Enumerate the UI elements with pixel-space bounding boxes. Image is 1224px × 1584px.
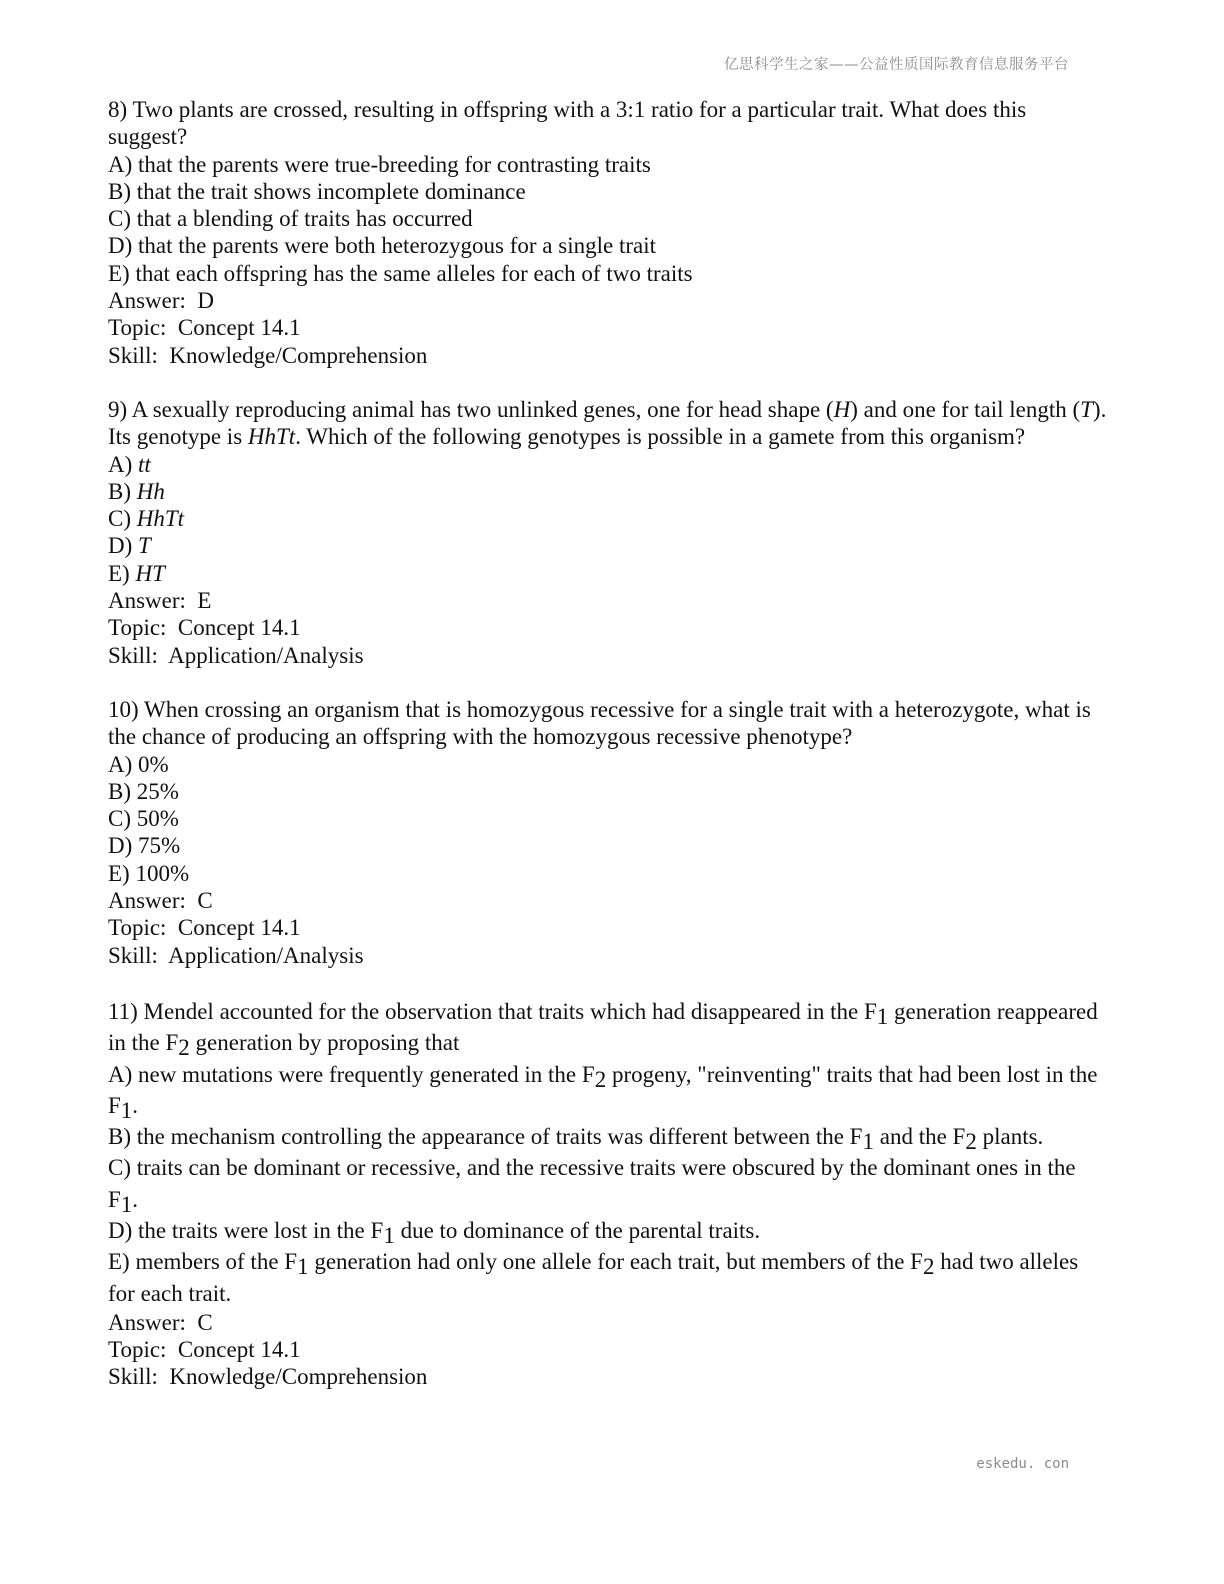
option-d (108, 532, 1108, 559)
option-a (108, 451, 1108, 478)
option-e: E) 100% (108, 860, 190, 886)
skill: Skill: Knowledge/Comprehension (108, 342, 428, 368)
option-label: A) (108, 451, 139, 477)
option-value: tt (138, 451, 151, 477)
answer: Answer: D (108, 288, 215, 314)
option-e (108, 560, 1108, 587)
stem-text: generation by proposing that (189, 1030, 460, 1056)
subscript: 1 (383, 1222, 395, 1248)
answer: Answer: E (108, 588, 212, 614)
skill: Skill: Application/Analysis (108, 642, 364, 668)
subscript: 1 (120, 1191, 133, 1217)
stem-text: 9) A sexually reproducing animal has two unlinked genes, one for head shape ( (108, 396, 834, 422)
option-label: C) (108, 506, 137, 532)
topic: Topic: Concept 14.1 (108, 315, 301, 341)
question-stem (108, 996, 1108, 1059)
stem-genotype: HhTt (247, 424, 296, 450)
option-a (108, 1059, 1108, 1122)
stem-text: . Which of the following genotypes is possible in a gamete from this organism? (295, 424, 1026, 450)
topic: Topic: Concept 14.1 (108, 615, 301, 641)
option-c (108, 505, 1108, 532)
option-e: E) that each offspring has the same alleles for each of two traits (108, 260, 693, 286)
option-b (108, 478, 1108, 505)
subscript: 2 (965, 1129, 977, 1155)
answer: Answer: C (108, 888, 213, 914)
subscript: 2 (922, 1254, 935, 1280)
question-8 (108, 96, 1108, 369)
option-b: B) 25% (108, 778, 179, 804)
option-text: . (132, 1186, 139, 1212)
option-text: A) new mutations were frequently generated in the F (108, 1061, 595, 1087)
skill: Skill: Application/Analysis (108, 942, 364, 968)
option-c (108, 1152, 1108, 1215)
stem-text: 11) Mendel accounted for the observation that traits which had disappeared in the F (108, 998, 877, 1024)
stem-gene-h: H (833, 396, 851, 422)
subscript: 2 (178, 1035, 190, 1061)
option-c: C) that a blending of traits has occurred (108, 206, 473, 232)
skill: Skill: Knowledge/Comprehension (108, 1364, 428, 1390)
option-a: A) 0% (108, 751, 169, 777)
subscript: 1 (297, 1254, 309, 1280)
option-d: D) 75% (108, 833, 181, 859)
option-text: D) the traits were lost in the F (108, 1217, 384, 1243)
page-header: 亿思科学生之家——公益性质国际教育信息服务平台 (724, 57, 1069, 73)
subscript: 1 (862, 1129, 874, 1155)
question-11 (108, 996, 1108, 1391)
topic: Topic: Concept 14.1 (108, 915, 301, 941)
option-text: generation had only one allele for each trait, but members of the F (308, 1249, 923, 1275)
option-value: T (138, 533, 151, 559)
option-label: E) (108, 560, 136, 586)
subscript: 1 (876, 1003, 889, 1029)
option-text: E) members of the F (108, 1249, 298, 1275)
answer: Answer: C (108, 1309, 213, 1335)
option-b (108, 1121, 1108, 1155)
question-stem: 10) When crossing an organism that is homozygous recessive for a single trait with a heterozygote, what is the chance of producing an offspring with the homozygous recessive phenotype? (108, 696, 1097, 750)
subscript: 2 (594, 1066, 607, 1092)
option-text: and the F (873, 1124, 966, 1150)
option-text: C) traits can be dominant or recessive, and the recessive traits were obscured by the dominant ones in the F (108, 1155, 1082, 1212)
question-9 (108, 396, 1113, 669)
option-value: HhTt (136, 506, 185, 532)
option-d: D) that the parents were both heterozygous for a single trait (108, 233, 656, 259)
question-stem: 8) Two plants are crossed, resulting in offspring with a 3:1 ratio for a particular trait. What does this suggest? (108, 97, 1032, 150)
question-10 (108, 696, 1108, 969)
option-label: D) (108, 533, 139, 559)
question-stem (108, 396, 1113, 451)
option-b: B) that the trait shows incomplete dominance (108, 178, 526, 204)
option-e (108, 1246, 1108, 1309)
option-d (108, 1215, 1108, 1246)
question-list (108, 96, 1113, 1418)
subscript: 1 (120, 1097, 133, 1123)
option-text: progeny, "reinventing" traits that had been lost in the F (108, 1061, 1104, 1118)
option-text: . (132, 1092, 139, 1118)
option-text: plants. (976, 1124, 1044, 1150)
option-text: due to dominance of the parental traits. (394, 1217, 761, 1243)
option-text: B) the mechanism controlling the appearance of traits was different between the F (108, 1124, 863, 1150)
stem-text: ) and one for tail length ( (850, 396, 1081, 422)
page-footer: eskedu. con (976, 1456, 1069, 1472)
option-a: A) that the parents were true-breeding for contrasting traits (108, 151, 651, 177)
stem-text: generation reappeared in the F (108, 998, 1104, 1056)
option-text: had two alleles for each trait. (108, 1249, 1084, 1306)
option-label: B) (108, 478, 137, 504)
option-value: HT (135, 560, 165, 586)
topic: Topic: Concept 14.1 (108, 1337, 301, 1363)
stem-gene-t: T (1080, 396, 1093, 422)
stem-text: ). Its genotype is (108, 396, 1113, 450)
option-value: Hh (136, 478, 165, 504)
option-c: C) 50% (108, 806, 179, 832)
